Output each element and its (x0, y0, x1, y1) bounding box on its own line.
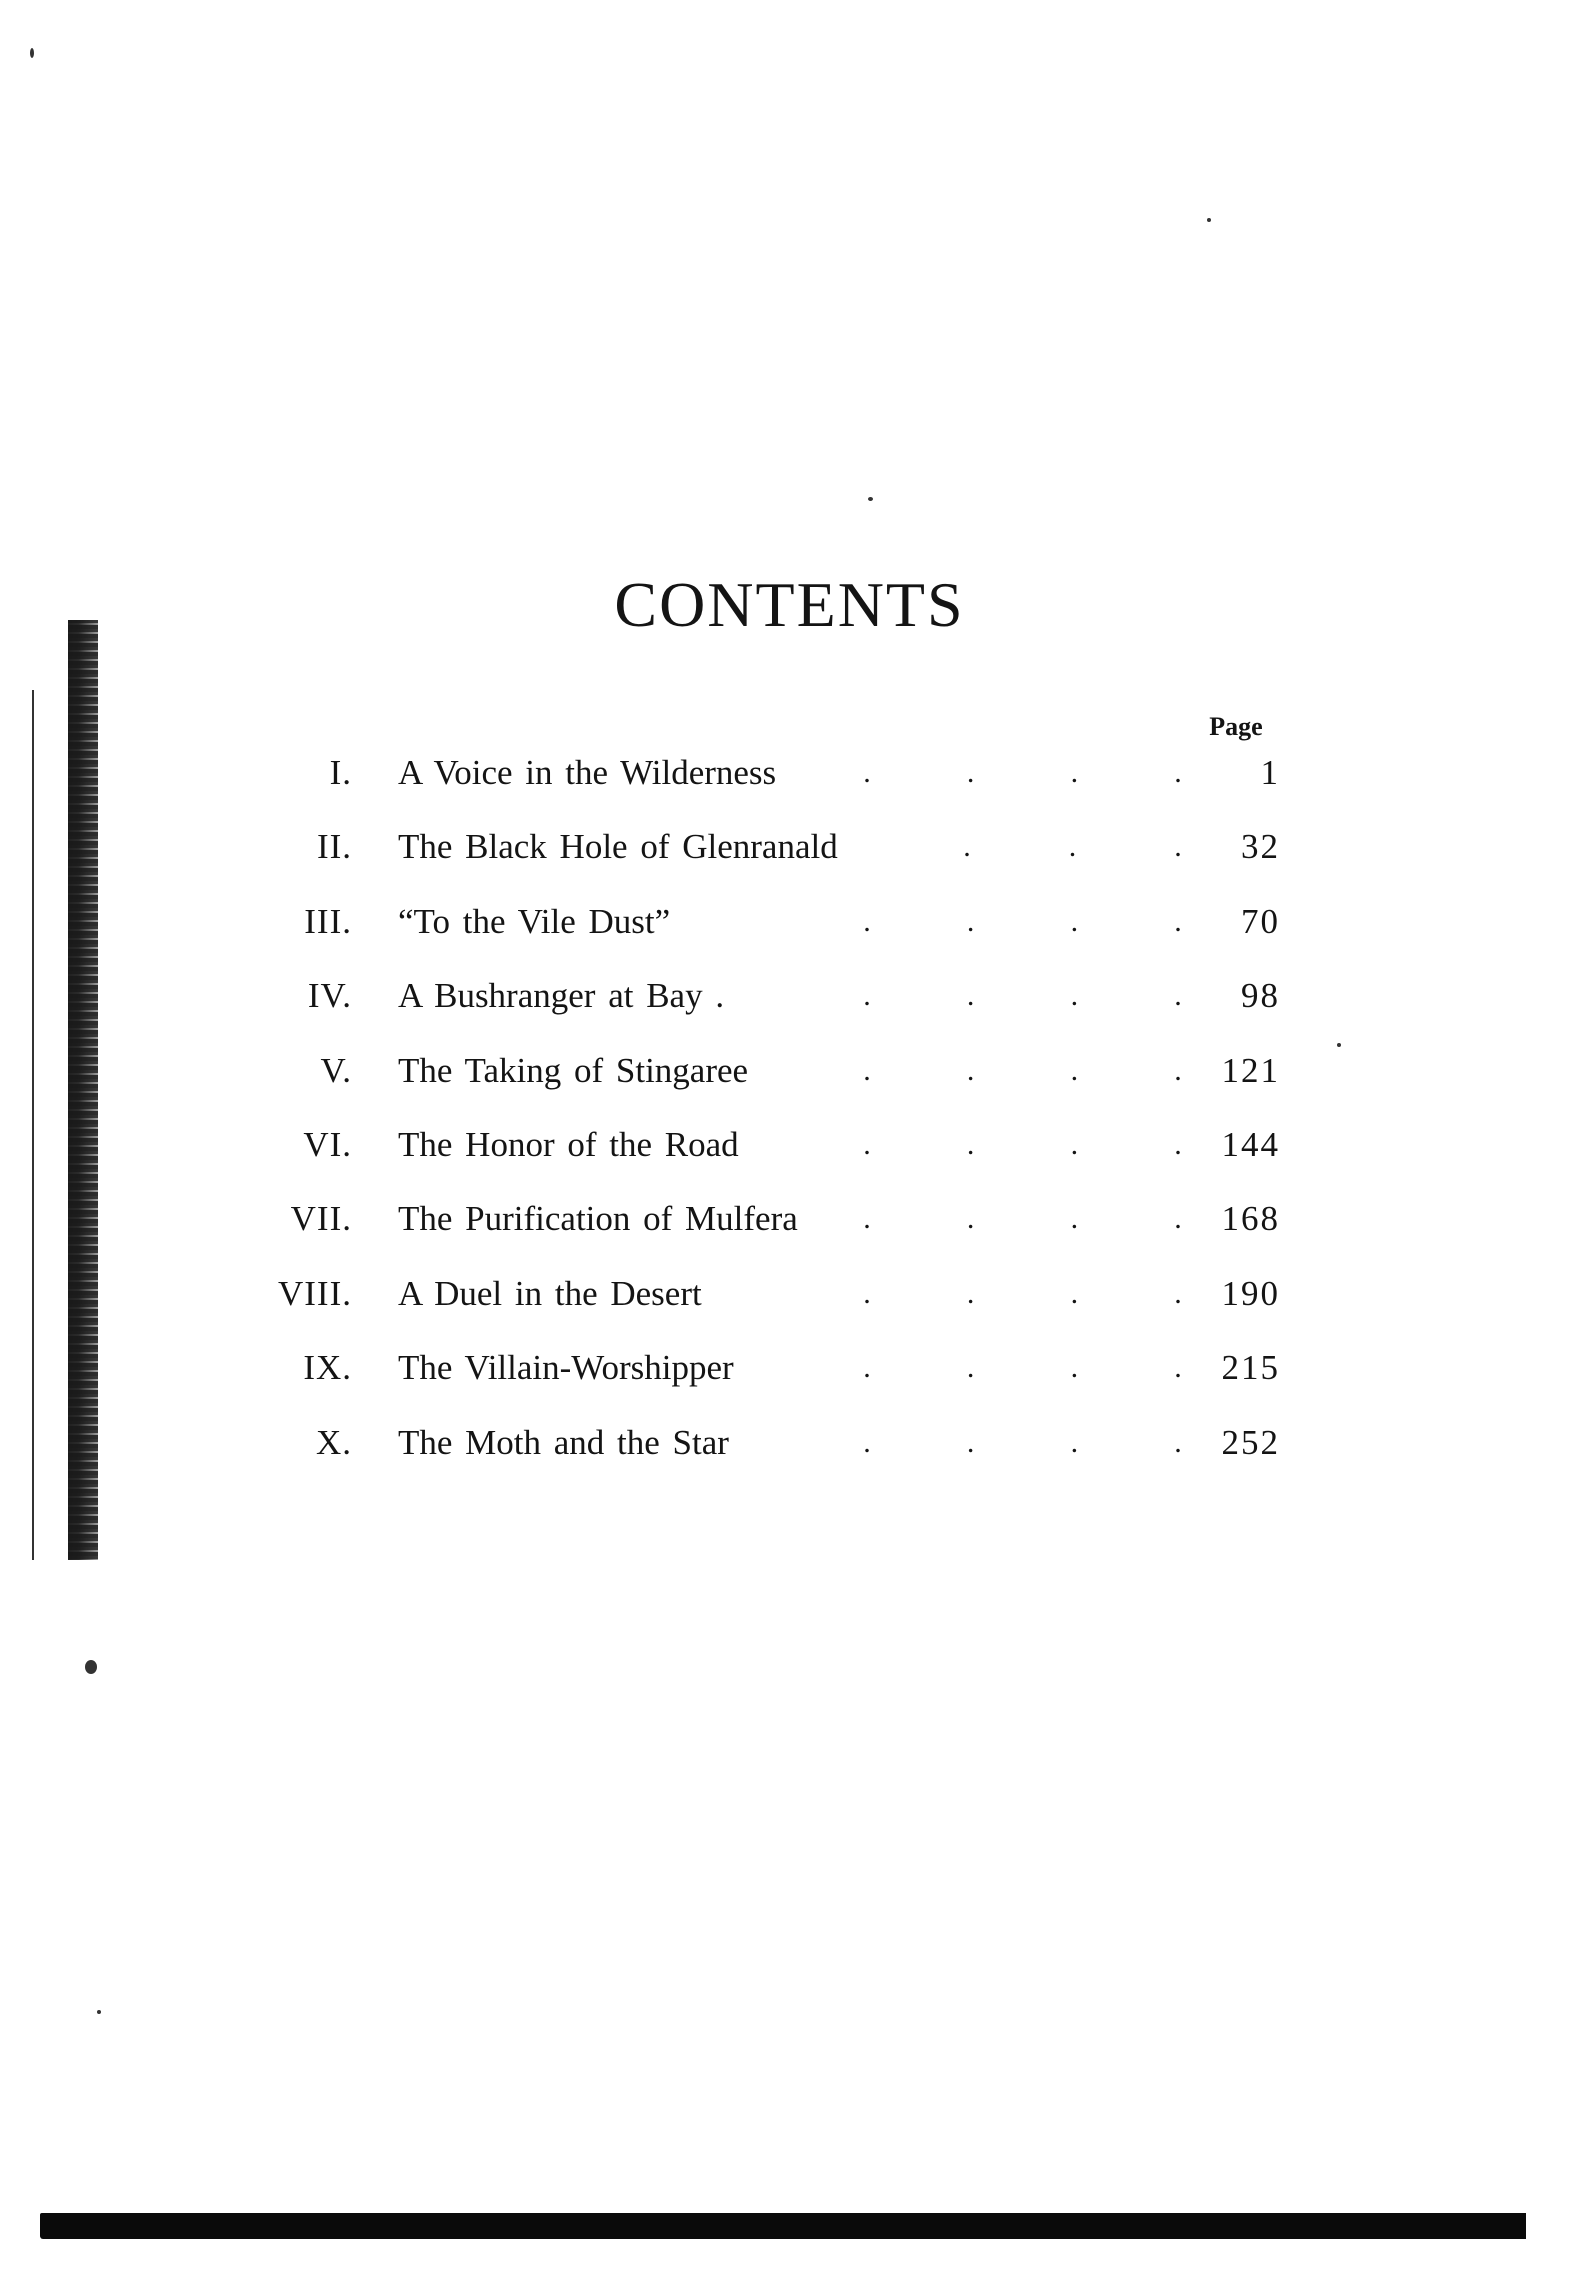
chapter-numeral: X. (315, 1422, 352, 1462)
chapter-title: The Moth and the Star (398, 1422, 729, 1462)
toc-entry (0, 1046, 1571, 1120)
toc-entry (0, 1269, 1571, 1343)
toc-entry (0, 822, 1571, 896)
chapter-numeral: IX. (303, 1348, 352, 1388)
dot-leaders: . . . . (863, 1425, 1182, 1459)
chapter-title: The Black Hole of Glenranald (398, 827, 838, 867)
bottom-rule (40, 2213, 1526, 2239)
toc-entry (0, 1418, 1571, 1492)
scan-speck (868, 497, 873, 501)
chapter-title: A Voice in the Wilderness (398, 753, 777, 792)
dot-leaders: . . . . (863, 1351, 1182, 1385)
chapter-numeral: III. (304, 901, 352, 941)
chapter-page-number: 144 (1221, 1124, 1280, 1164)
chapter-numeral: V. (320, 1050, 352, 1090)
table-of-contents (0, 748, 1571, 1492)
chapter-numeral: IV. (307, 976, 352, 1016)
page-column-label: Page (1209, 712, 1263, 741)
chapter-page-number: 168 (1221, 1199, 1280, 1239)
chapter-page-number: 98 (1241, 976, 1280, 1016)
toc-entry (0, 971, 1571, 1045)
chapter-page-number: 190 (1221, 1273, 1280, 1313)
chapter-title: A Bushranger at Bay . (398, 976, 725, 1016)
dot-leaders: . . . . (863, 904, 1182, 938)
page-title: CONTENTS (614, 569, 965, 640)
scan-speck (97, 2010, 101, 2014)
chapter-page-number: 121 (1221, 1050, 1280, 1090)
dot-leaders: . . . . (863, 756, 1182, 789)
chapter-page-number: 215 (1221, 1348, 1280, 1388)
chapter-page-number: 32 (1241, 827, 1280, 867)
chapter-numeral: VI. (303, 1124, 352, 1164)
chapter-numeral: II. (316, 827, 352, 867)
dot-leaders: . . . . (863, 1202, 1182, 1236)
dot-leaders: . . . . (863, 1053, 1182, 1087)
toc-entry (0, 1194, 1571, 1268)
toc-entry (0, 1343, 1571, 1417)
chapter-title: The Purification of Mulfera (398, 1199, 798, 1239)
chapter-numeral: VII. (290, 1199, 352, 1239)
chapter-title: A Duel in the Desert (398, 1273, 702, 1313)
chapter-title: The Taking of Stingaree (398, 1050, 749, 1090)
chapter-numeral: VIII. (278, 1273, 352, 1313)
toc-entry (0, 897, 1571, 971)
toc-entry (0, 1120, 1571, 1194)
chapter-title: The Honor of the Road (398, 1124, 739, 1164)
chapter-numeral: I. (329, 753, 352, 792)
chapter-page-number: 70 (1241, 901, 1280, 941)
scan-speck (30, 48, 34, 58)
chapter-title: The Villain-Worshipper (398, 1348, 734, 1388)
chapter-page-number: 252 (1221, 1422, 1280, 1462)
dot-leaders: . . . (963, 830, 1182, 864)
dot-leaders: . . . . (863, 979, 1182, 1013)
scan-speck (85, 1660, 97, 1674)
dot-leaders: . . . . (863, 1127, 1182, 1161)
chapter-page-number: 1 (1260, 753, 1280, 792)
toc-entry (0, 748, 1571, 822)
dot-leaders: . . . . (863, 1276, 1182, 1310)
scan-speck (1207, 218, 1211, 222)
chapter-title: “To the Vile Dust” (398, 901, 671, 941)
